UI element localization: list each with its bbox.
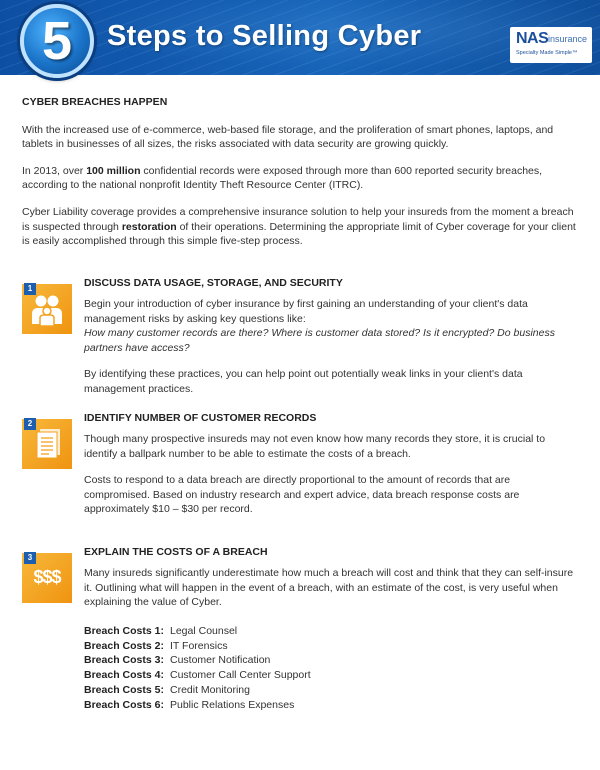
breach-cost-label: Breach Costs 3:	[84, 654, 164, 667]
step-3-body	[84, 566, 574, 713]
logo-tagline: Specialty Made Simple™	[516, 50, 578, 56]
breach-cost-value: IT Forensics	[170, 639, 228, 652]
step-2-paragraph-1: Though many prospective insureds may not even know how many records they store, it is crucial to identify a ballpark number to be able to estimate the costs of a breach.	[84, 433, 546, 460]
breach-cost-label: Breach Costs 6:	[84, 698, 164, 711]
highlight-100-million: 100 million	[86, 164, 141, 177]
breach-cost-label: Breach Costs 1:	[84, 624, 164, 637]
step-2	[22, 412, 578, 532]
step-1	[22, 277, 578, 407]
step-1-title: DISCUSS DATA USAGE, STORAGE, AND SECURITY	[84, 277, 343, 289]
step-3-paragraph-1: Many insureds significantly underestimate how much a breach will cost and think that they can self-insure it. Outlining what will happen in the event of a breach, with an estimate of the cost, is very useful when explaining the value of Cyber.	[84, 567, 574, 609]
key-questions: How many customer records are there? Where is customer data stored? Is it encrypted? Do business partners have access?	[84, 327, 555, 354]
step-1-paragraph-2: By identifying these practices, you can help point out potentially weak links in your client's data management practices.	[84, 368, 523, 395]
text-segment: confidential records were exposed through more than 600 reported security breaches, according to the national nonprofit Identity Theft Resource Center (ITRC).	[22, 164, 543, 192]
nas-insurance-logo	[510, 27, 592, 63]
text-segment: In 2013, over	[22, 164, 87, 177]
breach-cost-value: Credit Monitoring	[170, 683, 250, 696]
breach-cost-value: Public Relations Expenses	[170, 698, 295, 711]
intro-paragraph-3	[22, 205, 578, 249]
step-2-number: 2	[24, 418, 36, 430]
step-count-badge	[20, 4, 94, 78]
step-1-number: 1	[24, 283, 36, 295]
intro-heading: CYBER BREACHES HAPPEN	[22, 96, 168, 108]
intro-paragraph-1: With the increased use of e-commerce, web-based file storage, and the proliferation of smart phones, laptops, and tablets in businesses of all sizes, the risks associated with data security are growing quickly.	[22, 123, 554, 151]
step-3	[22, 546, 578, 726]
breach-cost-label: Breach Costs 2:	[84, 639, 164, 652]
breach-cost-value: Legal Counsel	[170, 624, 238, 637]
breach-cost-value: Customer Notification	[170, 654, 271, 667]
text-segment: Cyber Liability coverage provides a comprehensive insurance solution to help your insureds from the moment a breach is suspected through	[22, 205, 574, 233]
breach-cost-item	[84, 653, 574, 668]
page-title: Steps to Selling Cyber	[107, 20, 422, 52]
step-2-paragraph-2: Costs to respond to a data breach are directly proportional to the amount of records that are compromised. Based on industry research and expert advice, data breach response costs are approximately $10 – $30 per record.	[84, 474, 520, 516]
intro-section	[22, 95, 578, 261]
breach-cost-item	[84, 698, 574, 713]
step-2-title: IDENTIFY NUMBER OF CUSTOMER RECORDS	[84, 412, 317, 424]
breach-cost-value: Customer Call Center Support	[170, 669, 311, 682]
breach-costs-list	[84, 624, 574, 713]
people-icon	[22, 284, 72, 334]
logo-mark: NAS	[516, 30, 549, 47]
intro-paragraph-2	[22, 164, 578, 193]
step-1-questions	[84, 326, 574, 355]
step-1-body	[84, 297, 574, 409]
step-count-number: 5	[41, 11, 73, 71]
step-3-number: 3	[24, 552, 36, 564]
dollar-signs-icon	[22, 553, 72, 603]
breach-cost-item	[84, 639, 574, 654]
step-1-paragraph-1: Begin your introduction of cyber insurance by first gaining an understanding of your client's data management risks by asking key questions like:	[84, 298, 528, 325]
dollar-signs-glyph: $$$	[33, 567, 61, 587]
logo-word: insurance	[548, 34, 588, 44]
documents-icon	[22, 419, 72, 469]
breach-cost-label: Breach Costs 5:	[84, 683, 164, 696]
breach-cost-label: Breach Costs 4:	[84, 669, 164, 682]
step-3-title: EXPLAIN THE COSTS OF A BREACH	[84, 546, 268, 558]
breach-cost-item	[84, 668, 574, 683]
step-2-body	[84, 432, 574, 529]
highlight-restoration: restoration	[121, 220, 177, 233]
breach-cost-item	[84, 683, 574, 698]
text-segment: of their operations. Determining the appropriate limit of Cyber coverage for your client is easily accomplished through this simple five-step process.	[22, 220, 576, 248]
breach-cost-item	[84, 624, 574, 639]
